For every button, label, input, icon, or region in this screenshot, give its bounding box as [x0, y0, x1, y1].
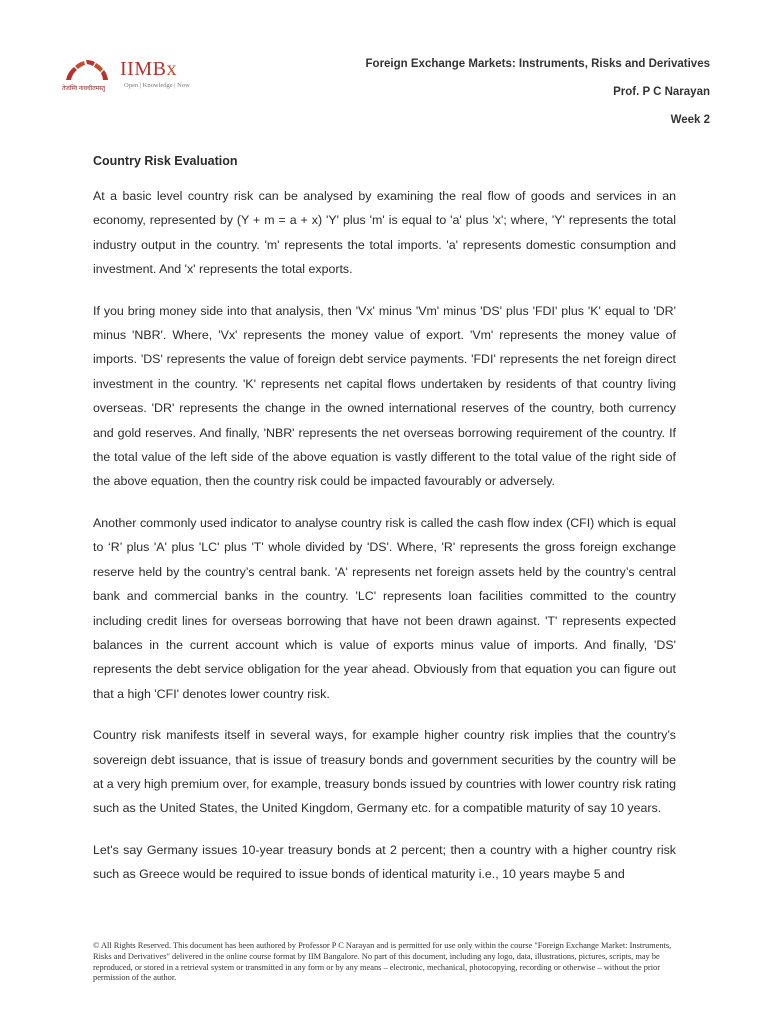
logo-tagline: Open | Knowledge | Now — [124, 82, 190, 89]
professor-name: Prof. P C Narayan — [613, 86, 710, 98]
course-title: Foreign Exchange Markets: Instruments, Risks and Derivatives — [365, 58, 710, 70]
copyright-footer: © All Rights Reserved. This document has been authored by Professor P C Narayan and is permitted for use only within the course "Foreign Exchange Market: Instruments, Risks and Derivatives" delivered in the online course format by IIM Bangalore. No part of this document, including any logo, data, illustrations, pictures, scripts, may be reproduced, or stored in a retrieval system or transmitted in any form or by any means – electronic, mechanical, photocopying, recording or otherwise – without the prior permission of the author. — [93, 941, 672, 983]
iimbx-logo — [62, 58, 212, 94]
document-body — [93, 154, 676, 887]
logo-brand: IIMBx — [120, 58, 177, 80]
week-label: Week 2 — [670, 114, 710, 126]
paragraph: At a basic level country risk can be analysed by examining the real flow of goods and services in an economy, represented by (Y + m = a + x) 'Y' plus 'm' is equal to 'a' plus 'x'; where, 'Y' represents the total industry output in the country. 'm' represents the total imports. 'a' represents domestic consumption and investment. And 'x' represents the total exports. — [93, 189, 676, 277]
paragraph: If you bring money side into that analysis, then 'Vx' minus 'Vm' minus 'DS' plus 'FDI' plus 'K' equal to 'DR' minus 'NBR'. Where, 'Vx' represents the money value of export. 'Vm' represents the money value of imports. 'DS' represents the value of foreign debt service payments. 'FDI' represents the net foreign direct investment in the country. 'K' represents net capital flows undertaken by residents of that country living overseas. 'DR' represents the change in the owned international reserves of the country, both currency and gold reserves. And finally, 'NBR' represents the net overseas borrowing requirement of the country. If the total value of the left side of the above equation is vastly different to the total value of the right side of the above equation, then the country risk could be impacted favourably or adversely. — [93, 303, 676, 489]
paragraph: Country risk manifests itself in several ways, for example higher country risk implies that the country’s sovereign debt issuance, that is issue of treasury bonds and government securities by the country will be at a very high premium over, for example, treasury bonds issued by countries with lower country risk rating such as the United States, the United Kingdom, Germany etc. for a compatible maturity of say 10 years. — [93, 728, 676, 816]
paragraph: Another commonly used indicator to analyse country risk is called the cash flow index (CFI) which is equal to ‘R’ plus 'A' plus 'LC' plus 'T' whole divided by 'DS'. Where, 'R' represents the gross foreign exchange reserve held by the country’s central bank. 'A' represents net foreign assets held by the country’s central bank and commercial banks in the country. 'LC' represents loan facilities committed to the country including credit lines for overseas borrowing that have not been drawn against. 'T' represents expected balances in the current account which is value of exports minus value of imports. And finally, 'DS' represents the debt service obligation for the year ahead. Obviously from that equation you can figure out that a high 'CFI' denotes lower country risk. — [93, 515, 676, 701]
paragraph: Let's say Germany issues 10-year treasury bonds at 2 percent; then a country with a higher country risk such as Greece would be required to issue bonds of identical maturity i.e., 10 years maybe 5 and — [93, 842, 676, 882]
logo-hindi-motto: तेजस्वि नावधीतमस्तु — [62, 86, 105, 92]
section-title: Country Risk Evaluation — [93, 154, 238, 168]
